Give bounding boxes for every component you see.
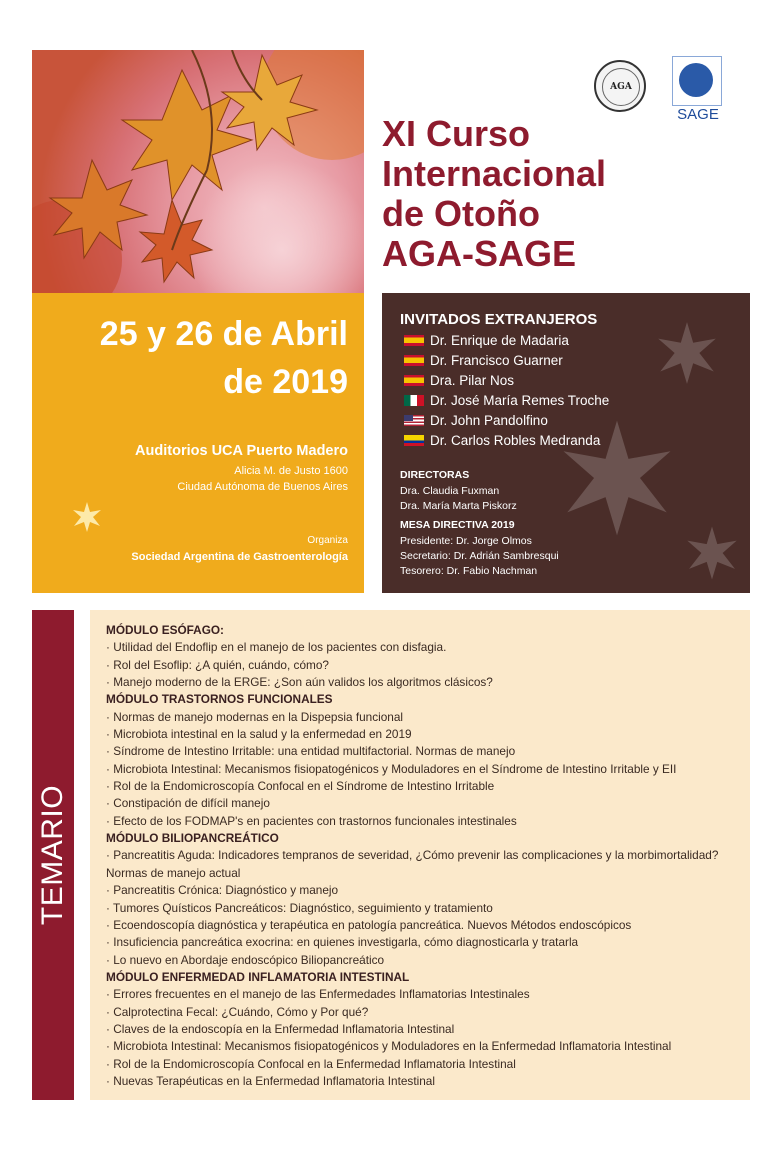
title-line: de Otoño xyxy=(382,193,540,234)
list-item: · Rol de la Endomicroscopía Confocal en la Enfermedad Inflamatoria Intestinal xyxy=(106,1056,516,1071)
board-member: Secretario: Dr. Adrián Sambresqui xyxy=(400,550,559,562)
venue-city: Ciudad Autónoma de Buenos Aires xyxy=(177,481,348,493)
guest-item xyxy=(404,373,514,388)
temario-content xyxy=(90,610,750,1100)
list-item: · Utilidad del Endoflip en el manejo de los pacientes con disfagia. xyxy=(106,640,447,655)
guest-name: Dr. John Pandolfino xyxy=(430,413,548,428)
board-member: Tesorero: Dr. Fabio Nachman xyxy=(400,565,538,577)
board-member: Presidente: Dr. Jorge Olmos xyxy=(400,535,532,547)
list-item: · Pancreatitis Aguda: Indicadores tempranos de severidad, ¿Cómo prevenir las complicaciones y la morbimortalidad? Normas de manejo actual xyxy=(106,848,719,880)
organizer-label: Organiza xyxy=(307,535,348,546)
director-name: Dra. María Marta Piskorz xyxy=(400,500,517,512)
title-line: AGA-SAGE xyxy=(382,233,577,274)
module-title: MÓDULO BILIOPANCREÁTICO xyxy=(106,831,279,846)
list-item: · Calprotectina Fecal: ¿Cuándo, Cómo y Por qué? xyxy=(106,1004,369,1019)
guest-item xyxy=(404,433,600,448)
maple-leaf-icon xyxy=(682,523,742,583)
venue-address: Alicia M. de Justo 1600 xyxy=(234,465,348,477)
organizer-name: Sociedad Argentina de Gastroenterología xyxy=(131,551,348,563)
usa-flag-icon xyxy=(404,415,424,426)
list-item: · Manejo moderno de la ERGE: ¿Son aún validos los algoritmos clásicos? xyxy=(106,675,493,690)
autumn-leaves-photo xyxy=(32,50,364,293)
sage-logo-text: SAGE xyxy=(677,106,719,123)
temario-label: TEMARIO xyxy=(36,784,69,926)
module-title: MÓDULO TRASTORNOS FUNCIONALES xyxy=(106,692,333,707)
spain-flag-icon xyxy=(404,335,424,346)
list-item: · Claves de la endoscopía en la Enfermedad Inflamatoria Intestinal xyxy=(106,1021,455,1036)
list-item: · Constipación de difícil manejo xyxy=(106,796,270,811)
guest-item xyxy=(404,333,569,348)
aga-logo xyxy=(594,60,646,112)
list-item: · Tumores Quísticos Pancreáticos: Diagnóstico, seguimiento y tratamiento xyxy=(106,900,493,915)
list-item: · Errores frecuentes en el manejo de las Enfermedades Inflamatorias Intestinales xyxy=(106,987,530,1002)
list-item: · Normas de manejo modernas en la Dispepsia funcional xyxy=(106,709,404,724)
guest-item xyxy=(404,393,609,408)
title-line: XI Curso xyxy=(382,113,531,154)
maple-leaf-icon xyxy=(652,318,722,388)
list-item: · Pancreatitis Crónica: Diagnóstico y manejo xyxy=(106,883,339,898)
sage-logo xyxy=(672,56,722,106)
board-heading: MESA DIRECTIVA 2019 xyxy=(400,519,515,531)
temario-list xyxy=(106,622,742,1090)
list-item: · Ecoendoscopía diagnóstica y terapéutica en patología pancreática. Nuevos Métodos endoscópicos xyxy=(106,917,632,932)
guest-name: Dr. Francisco Guarner xyxy=(430,353,563,368)
guest-name: Dr. Carlos Robles Medranda xyxy=(430,433,601,448)
event-date: 25 y 26 de Abril xyxy=(99,315,348,353)
guests-heading: INVITADOS EXTRANJEROS xyxy=(400,311,598,328)
guest-name: Dra. Pilar Nos xyxy=(430,373,515,388)
list-item: · Insuficiencia pancreática exocrina: en quienes investigarla, cómo diagnosticarla y tratarla xyxy=(106,935,579,950)
list-item: · Nuevas Terapéuticas en la Enfermedad Inflamatoria Intestinal xyxy=(106,1073,435,1088)
temario-sidebar xyxy=(32,610,74,1100)
maple-leaf-icon xyxy=(70,500,104,539)
director-name: Dra. Claudia Fuxman xyxy=(400,485,500,497)
spain-flag-icon xyxy=(404,375,424,386)
sage-emblem-icon xyxy=(679,63,713,97)
title-line: Internacional xyxy=(382,153,607,194)
module-title: MÓDULO ESÓFAGO: xyxy=(106,623,224,637)
guest-item xyxy=(404,353,563,368)
list-item: · Microbiota Intestinal: Mecanismos fisiopatogénicos y Moduladores en la Enfermedad Inflamatoria Intestinal xyxy=(106,1039,672,1054)
module-title: MÓDULO ENFERMEDAD INFLAMATORIA INTESTINAL xyxy=(106,969,410,984)
mexico-flag-icon xyxy=(404,395,424,406)
list-item: · Síndrome de Intestino Irritable: una entidad multifactorial. Normas de manejo xyxy=(106,744,516,759)
date-venue-panel xyxy=(32,293,364,593)
guest-item xyxy=(404,413,548,428)
directors-heading: DIRECTORAS xyxy=(400,469,470,481)
event-year: de 2019 xyxy=(223,363,348,401)
list-item: · Efecto de los FODMAP's en pacientes con trastornos funcionales intestinales xyxy=(106,813,517,828)
guests-panel xyxy=(382,293,750,593)
list-item: · Microbiota intestinal en la salud y la enfermedad en 2019 xyxy=(106,727,412,742)
ecuador-flag-icon xyxy=(404,435,424,446)
list-item: · Lo nuevo en Abordaje endoscópico Biliopancreático xyxy=(106,952,385,967)
aga-logo-text: AGA xyxy=(602,68,640,106)
venue-name: Auditorios UCA Puerto Madero xyxy=(135,443,348,459)
list-item: · Rol de la Endomicroscopía Confocal en el Síndrome de Intestino Irritable xyxy=(106,779,495,794)
guest-name: Dr. Enrique de Madaria xyxy=(430,333,569,348)
spain-flag-icon xyxy=(404,355,424,366)
list-item: · Microbiota Intestinal: Mecanismos fisiopatogénicos y Moduladores en el Síndrome de Intestino Irritable y EII xyxy=(106,761,677,776)
event-title xyxy=(382,114,762,274)
guest-name: Dr. José María Remes Troche xyxy=(430,393,610,408)
list-item: · Rol del Esoflip: ¿A quién, cuándo, cómo? xyxy=(106,657,329,672)
